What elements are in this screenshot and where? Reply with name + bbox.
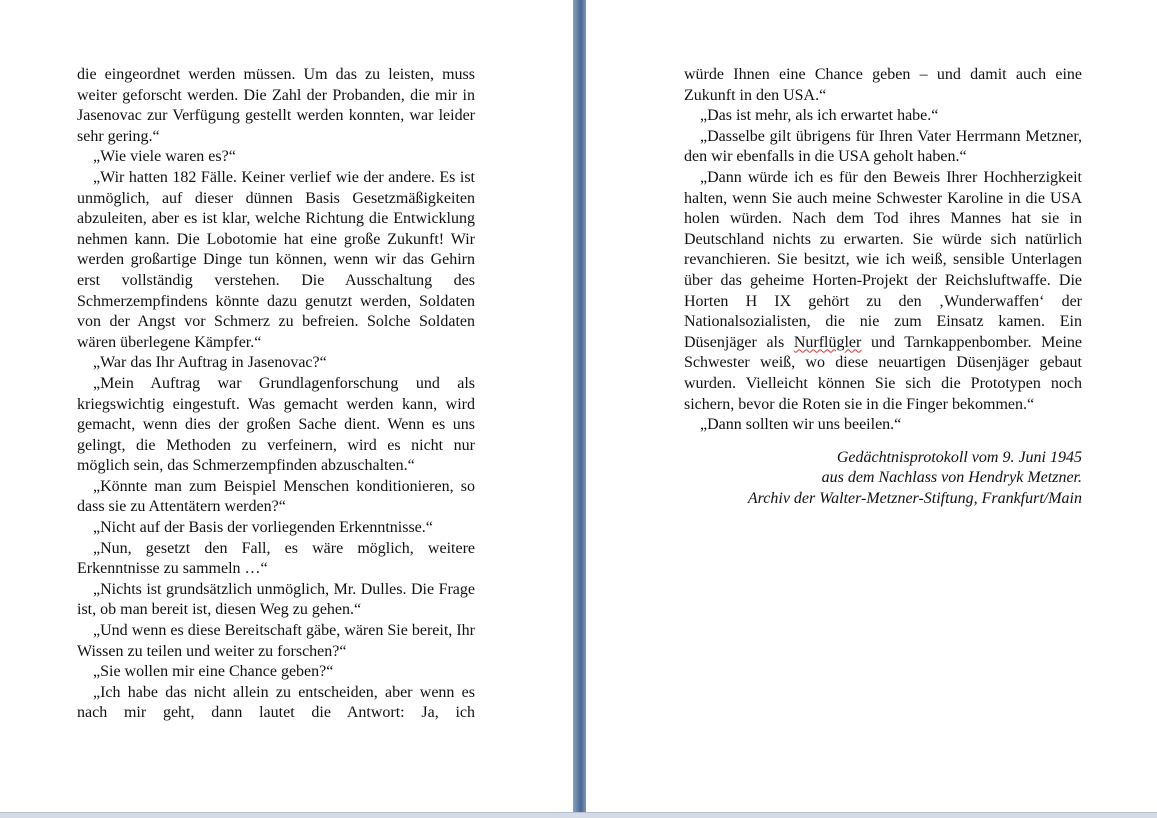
right-page [586,0,1157,812]
paragraph: „Dann sollten wir uns beeilen.“ [700,416,902,434]
paragraph: „Nun, gesetzt den Fall, es wäre möglich, weitere Erkenntnisse zu sammeln …“ [77,539,475,578]
signature-block [684,448,1082,510]
paragraph: „Mein Auftrag war Grundlagenforschung und als kriegswichtig eingestuft. Was gemacht werden kann, wird gemacht, wenn dies der großen Sache dient. Wenn es uns gelingt, die Methoden zu verfeinern, wird es nicht nur möglich sein, das Schmerzempfinden abzuschalten.“ [77,374,475,475]
paragraph: „Das ist mehr, als ich erwartet habe.“ [700,107,939,125]
paragraph [684,168,1082,415]
left-page-text [77,65,475,724]
signature-line: Archiv der Walter-Metzner-Stiftung, Frankfurt/Main [747,489,1082,507]
paragraph: „Und wenn es diese Bereitschaft gäbe, wären Sie bereit, Ihr Wissen zu teilen und weiter zu forschen?“ [77,622,475,660]
page-gutter [573,0,586,812]
status-strip [0,812,1157,818]
paragraph: „Ich habe das nicht allein zu entscheiden, aber wenn es nach mir geht, dann lautet die Antwort: Ja, ich [77,683,475,722]
paragraph: „Wie viele waren es?“ [93,148,236,166]
paragraph: „Sie wollen mir eine Chance geben?“ [93,663,334,681]
paragraph-text: und Tarnkappenbomber. Meine Schwester weiß, wo diese neuartigen Düsenjäger gebaut wurden. Vielleicht können Sie sich die Prototypen noch sichern, bevor die Roten sie in die Finger bekommen.“ [684,333,1082,413]
paragraph: „War das Ihr Auftrag in Jasenovac?“ [93,354,327,372]
signature-line: aus dem Nachlass von Hendryk Metzner. [821,469,1082,487]
paragraph: „Nicht auf der Basis der vorliegenden Erkenntnisse.“ [93,519,433,537]
paragraph: „Könnte man zum Beispiel Menschen konditionieren, so dass sie zu Attentätern werden?“ [77,477,475,516]
paragraph: „Wir hatten 182 Fälle. Keiner verlief wie der andere. Es ist unmöglich, auf dieser dünnen Basis Gesetzmäßigkeiten abzuleiten, aber es ist klar, welche Richtung die Entwicklung nehmen kann. Die Lobotomie hat eine große Zukunft! Wir werden großartige Dinge tun können, wenn wir das Gehirn erst vollständig verstehen. Die Ausschaltung des Schmerzempfindens könnte dazu genutzt werden, Soldaten von der Angst vor Schmerz zu befreien. Solche Soldaten wären überlegene Kämpfer.“ [77,168,475,351]
left-page [0,0,573,812]
paragraph: „Dasselbe gilt übrigens für Ihren Vater Herrmann Metzner, den wir ebenfalls in die USA geholt haben.“ [684,127,1082,166]
right-page-text [684,65,1082,509]
paragraph: „Nichts ist grundsätzlich unmöglich, Mr. Dulles. Die Frage ist, ob man bereit ist, diesen Weg zu gehen.“ [77,580,475,619]
signature-line: Gedächtnisprotokoll vom 9. Juni 1945 [836,448,1082,466]
spellcheck-word[interactable]: Nurflügler [793,333,862,351]
paragraph-text: „Dann würde ich es für den Beweis Ihrer Hochherzigkeit halten, wenn Sie auch meine Schwester Karoline in die USA holen würden. Nach dem Tod ihres Mannes hat sie in Deutschland nichts zu erwarten. Sie würde sich natürlich revanchieren. Sie besitzt, wie ich weiß, sensible Unterlagen über das geheime Horten-Projekt der Reichsluftwaffe. Die Horten H IX gehört zu den ‚Wunderwaffen‘ der Nationalsozialisten, die nie zum Einsatz kamen. Ein Düsenjäger als [684,168,1082,351]
paragraph: die eingeordnet werden müssen. Um das zu leisten, muss weiter geforscht werden. Die Zahl der Probanden, die mir in Jasenovac zur Verfügung gestellt werden konnten, war leider sehr gering.“ [77,66,475,145]
paragraph: würde Ihnen eine Chance geben – und damit auch eine Zukunft in den USA.“ [684,66,1082,104]
